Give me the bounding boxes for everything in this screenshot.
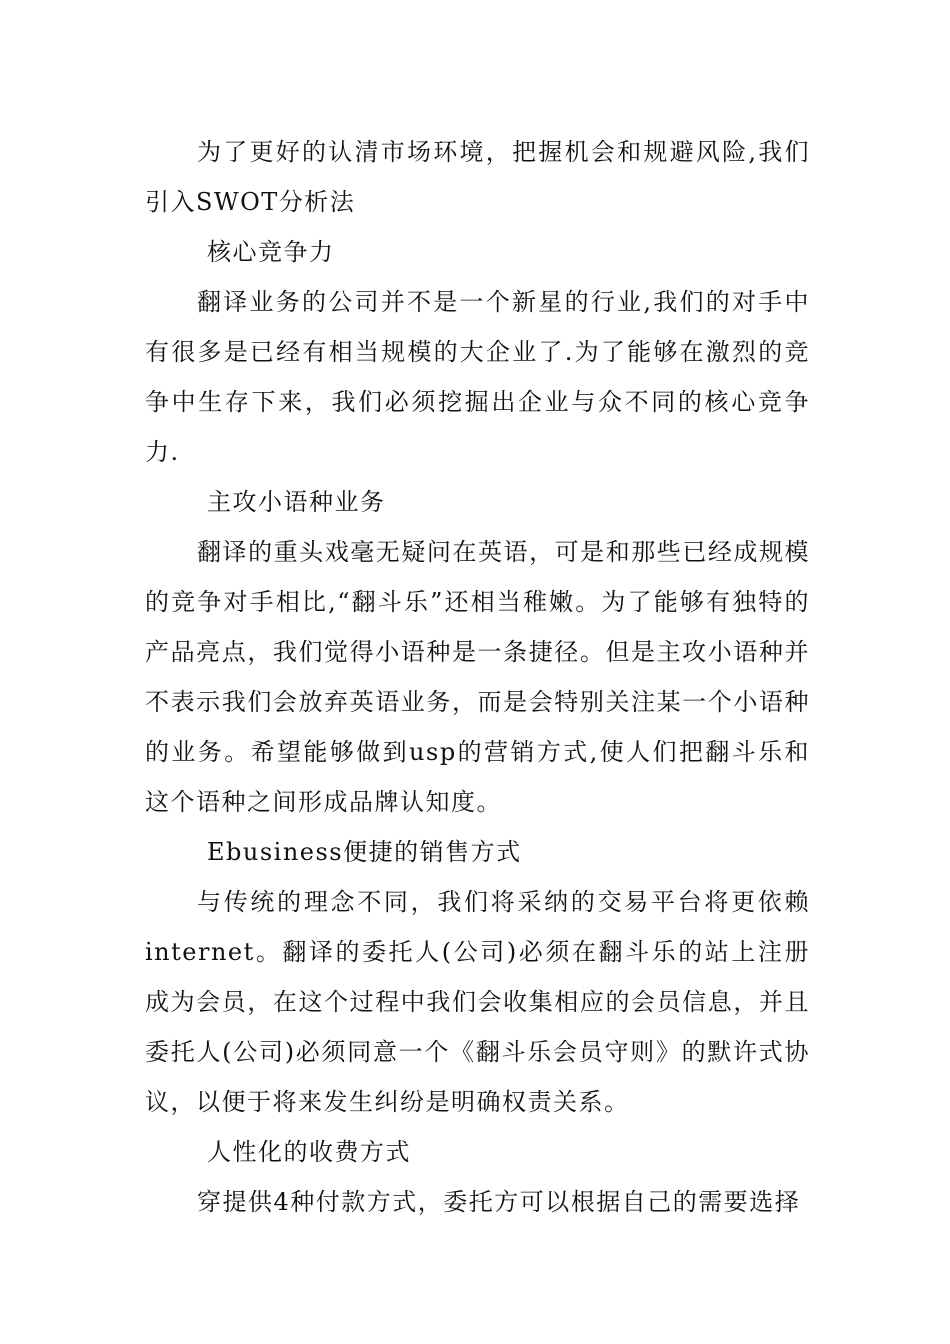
core-competence-paragraph: 翻译业务的公司并不是一个新星的行业,我们的对手中有很多是已经有相当规模的大企业了.为了能够在激烈的竞争中生存下来，我们必须挖掘出企业与众不同的核心竞争力. bbox=[145, 288, 810, 466]
minor-languages-paragraph: 翻译的重头戏毫无疑问在英语，可是和那些已经成规模的竞争对手相比,“翻斗乐”还相当稚嫩。为了能够有独特的产品亮点，我们觉得小语种是一条捷径。但是主攻小语种并不表示我们会放弃英语业务，而是会特别关注某一个小语种的业务。希望能够做到usp的营销方式,使人们把翻斗乐和这个语种之间形成品牌认知度。 bbox=[145, 538, 810, 816]
section-heading-minor-languages: 主攻小语种业务 bbox=[207, 488, 386, 516]
intro-paragraph: 为了更好的认清市场环境，把握机会和规避风险,我们引入SWOT分析法 bbox=[145, 138, 810, 216]
fees-paragraph: 穿提供4种付款方式，委托方可以根据自己的需要选择 bbox=[197, 1188, 801, 1216]
section-heading-fees: 人性化的收费方式 bbox=[207, 1138, 411, 1166]
section-heading-core-competence: 核心竞争力 bbox=[207, 238, 335, 266]
section-heading-ebusiness: Ebusiness便捷的销售方式 bbox=[207, 838, 522, 866]
document-body bbox=[145, 127, 810, 1227]
ebusiness-paragraph: 与传统的理念不同，我们将采纳的交易平台将更依赖internet。翻译的委托人(公司)必须在翻斗乐的站上注册成为会员，在这个过程中我们会收集相应的会员信息，并且委托人(公司)必须同意一个《翻斗乐会员守则》的默许式协议，以便于将来发生纠纷是明确权责关系。 bbox=[145, 888, 810, 1116]
